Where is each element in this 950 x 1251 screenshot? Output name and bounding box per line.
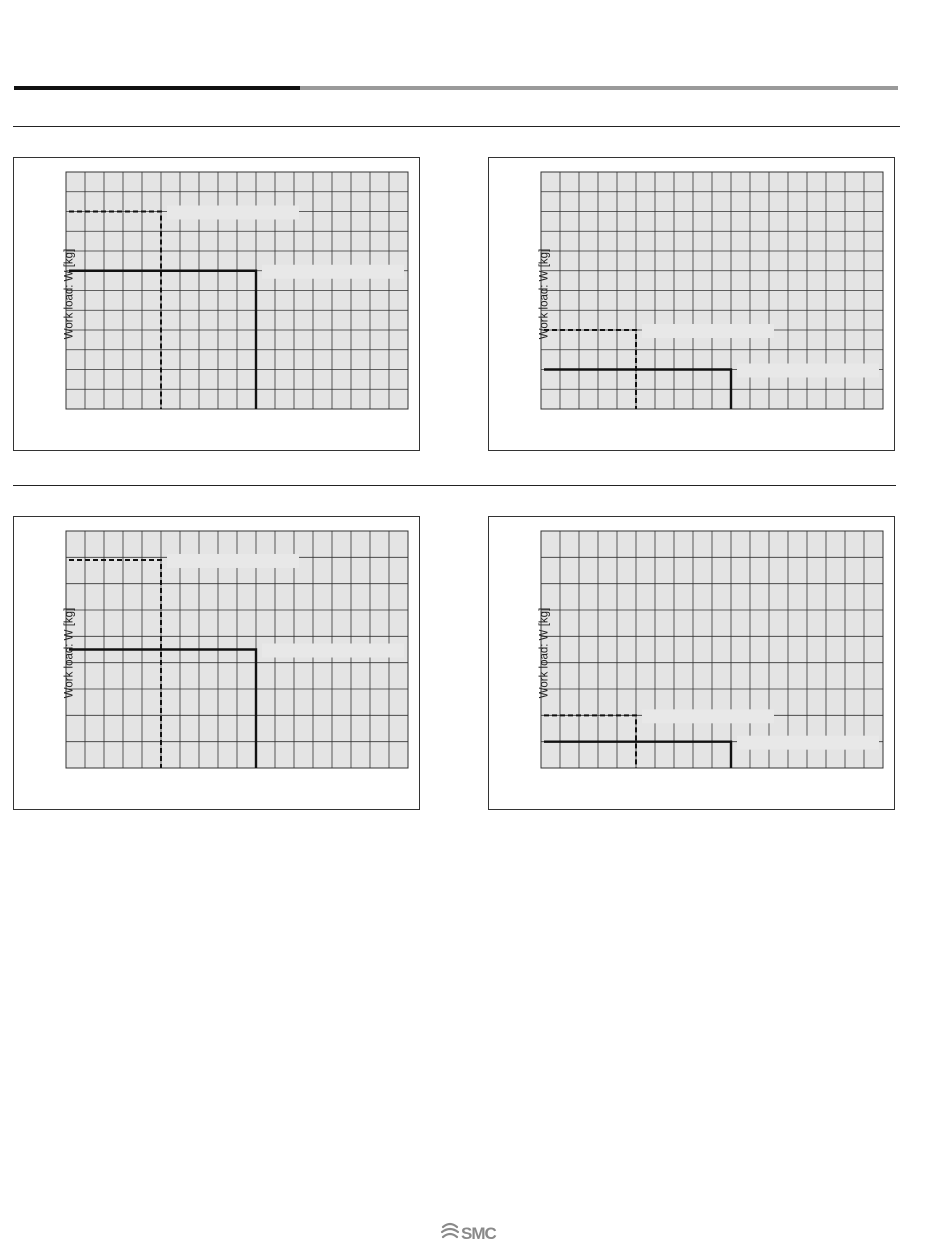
y-axis-label-4: Work load: W [kg]: [538, 607, 551, 699]
y-axis-label-2: Work load: W [kg]: [538, 248, 551, 340]
curve-label-box-1: [167, 554, 299, 568]
smc-logo: [440, 1218, 510, 1246]
curve-label-box-2: [737, 364, 879, 378]
curve-label-box-1: [167, 206, 299, 220]
curve-label-box-1: [642, 324, 774, 338]
y-axis-label-3: Work load: W [kg]: [63, 607, 76, 699]
header-bar-light: [300, 86, 898, 90]
curve-label-box-2: [737, 736, 879, 750]
curve-label-box-2: [262, 265, 404, 279]
header-bar-dark: [14, 86, 300, 90]
chart-panel-1: [13, 157, 420, 451]
curve-label-box-1: [642, 709, 774, 723]
chart-panel-4: [488, 516, 895, 810]
svg-text:SMC: SMC: [461, 1224, 496, 1243]
chart-panel-2: [488, 157, 895, 451]
chart-panel-3: [13, 516, 420, 810]
section-rule-middle: [13, 485, 896, 486]
curve-label-box-2: [262, 644, 404, 658]
y-axis-label-1: Work load: W [kg]: [63, 248, 76, 340]
section-rule-top: [13, 126, 900, 127]
